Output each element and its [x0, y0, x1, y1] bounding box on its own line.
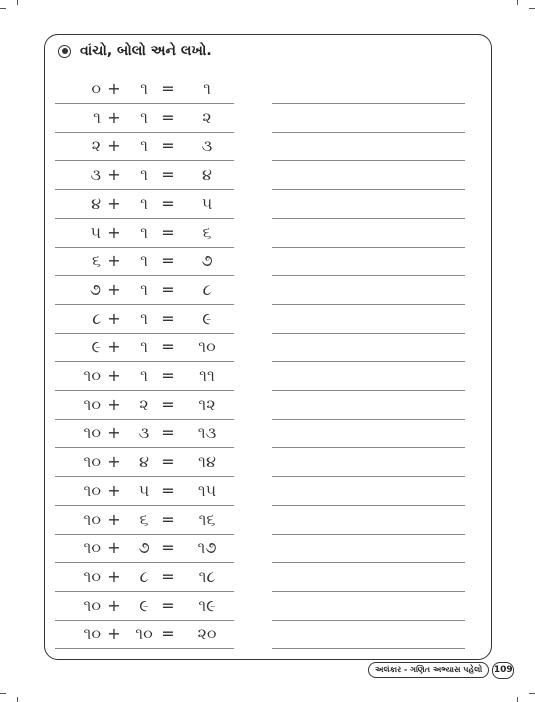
page-number: 109 — [493, 665, 513, 675]
addend-b: ૧ — [140, 79, 148, 98]
writing-line[interactable] — [272, 476, 465, 477]
plus-sign: + — [107, 79, 121, 98]
addend-a: ૧૦ — [83, 394, 101, 414]
writing-line[interactable] — [272, 333, 465, 334]
sum-result: ૧૫ — [197, 480, 217, 500]
plus-sign: + — [107, 107, 121, 127]
addend-b: ૧ — [140, 222, 148, 242]
addend-b: ૮ — [139, 566, 149, 586]
sum-result: ૨૦ — [197, 624, 217, 644]
equals-sign: = — [161, 423, 175, 443]
equation-underline — [55, 361, 234, 362]
equals-sign: = — [161, 452, 175, 472]
equals-sign: = — [161, 107, 175, 127]
equals-sign: = — [161, 538, 175, 558]
addend-a: ૫ — [90, 222, 101, 242]
plus-sign: + — [107, 251, 121, 271]
plus-sign: + — [107, 423, 121, 443]
crop-mark — [517, 0, 518, 5]
plus-sign: + — [107, 366, 121, 385]
equals-sign: = — [161, 595, 175, 615]
addend-b: ૨ — [139, 394, 149, 414]
sum-result: ૫ — [201, 193, 213, 213]
addend-b: ૧ — [140, 251, 148, 271]
writing-line[interactable] — [272, 160, 465, 161]
plus-sign: + — [107, 538, 121, 558]
addend-a: ૪ — [91, 193, 101, 213]
writing-line[interactable] — [272, 648, 465, 649]
equation-underline — [55, 333, 234, 334]
addend-b: ૧ — [140, 308, 148, 328]
writing-line[interactable] — [272, 390, 465, 391]
equation-underline — [55, 304, 234, 305]
plus-sign: + — [107, 566, 121, 586]
addend-b: ૧ — [140, 366, 148, 385]
addend-b: ૬ — [139, 509, 149, 529]
plus-sign: + — [107, 337, 121, 357]
addend-a: ૧૦ — [83, 566, 101, 586]
equals-sign: = — [161, 509, 175, 529]
equation-underline — [55, 648, 234, 649]
addend-a: ૭ — [89, 279, 101, 299]
addend-b: ૩ — [138, 423, 150, 443]
sum-result: ૧૨ — [198, 394, 216, 414]
crop-mark — [0, 8, 6, 9]
equals-sign: = — [161, 193, 175, 213]
page-footer — [368, 662, 514, 678]
addend-a: ૧૦ — [83, 538, 101, 558]
sum-result: ૧૧ — [199, 366, 215, 385]
writing-line[interactable] — [272, 562, 465, 563]
writing-line[interactable] — [272, 505, 465, 506]
crop-mark — [529, 693, 535, 694]
plus-sign: + — [107, 308, 121, 328]
addend-a: ૧ — [93, 107, 101, 127]
writing-line[interactable] — [272, 103, 465, 104]
sum-result: ૧૯ — [198, 595, 216, 615]
writing-line[interactable] — [272, 218, 465, 219]
plus-sign: + — [107, 480, 121, 500]
equals-sign: = — [161, 222, 175, 242]
equation-underline — [55, 591, 234, 592]
addend-a: ૧૦ — [83, 624, 101, 644]
sum-result: ૬ — [202, 222, 212, 242]
plus-sign: + — [107, 452, 121, 472]
equation-underline — [55, 476, 234, 477]
equals-sign: = — [161, 308, 175, 328]
sum-result: ૮ — [202, 279, 212, 299]
equals-sign: = — [161, 566, 175, 586]
equals-sign: = — [161, 279, 175, 299]
page-number-badge — [492, 662, 514, 679]
equation-underline — [55, 620, 234, 621]
equals-sign: = — [161, 394, 175, 414]
equals-sign: = — [161, 136, 175, 156]
equation-underline — [55, 447, 234, 448]
writing-line[interactable] — [272, 447, 465, 448]
addend-b: ૧ — [140, 337, 148, 357]
equals-sign: = — [161, 337, 175, 357]
equation-underline — [55, 189, 234, 190]
exercise-header — [58, 40, 212, 62]
radio-bullet-icon — [58, 45, 71, 58]
addend-a: ૧૦ — [83, 423, 101, 443]
addend-a: ૬ — [92, 251, 101, 271]
equation-underline — [55, 534, 234, 535]
crop-mark — [17, 697, 18, 702]
sum-result: ૧૭ — [197, 538, 217, 558]
equation-underline — [55, 103, 234, 104]
equation-underline — [55, 132, 234, 133]
sum-result: ૩ — [201, 136, 213, 156]
equation-underline — [55, 390, 234, 391]
addend-b: ૭ — [138, 538, 150, 558]
sum-result: ૧૩ — [197, 423, 217, 443]
plus-sign: + — [107, 595, 121, 615]
addend-b: ૧ — [140, 165, 148, 185]
writing-line[interactable] — [272, 591, 465, 592]
crop-mark — [0, 693, 6, 694]
addend-a: ૧૦ — [83, 452, 101, 472]
addend-b: ૧ — [140, 107, 148, 127]
equals-sign: = — [161, 251, 175, 271]
sum-result: ૯ — [202, 308, 212, 328]
sum-result: ૧૬ — [198, 509, 216, 529]
equation-underline — [55, 218, 234, 219]
writing-line[interactable] — [272, 189, 465, 190]
writing-line[interactable] — [272, 534, 465, 535]
writing-line[interactable] — [272, 304, 465, 305]
sum-result: ૧૦ — [198, 337, 216, 357]
addend-a: ૧૦ — [83, 509, 101, 529]
book-title: અલંકાર - ગણિત અભ્યાસ પહેલો — [375, 665, 483, 674]
sum-result: ૧ — [203, 79, 211, 98]
sum-result: ૧૮ — [198, 566, 216, 586]
equals-sign: = — [161, 79, 175, 98]
equation-underline — [55, 160, 234, 161]
equals-sign: = — [161, 165, 175, 185]
addend-a: ૩ — [90, 165, 101, 185]
writing-line[interactable] — [272, 419, 465, 420]
addend-b: ૯ — [139, 595, 149, 615]
plus-sign: + — [107, 394, 121, 414]
plus-sign: + — [107, 279, 121, 299]
writing-line[interactable] — [272, 275, 465, 276]
crop-mark — [529, 8, 535, 9]
equation-underline — [55, 505, 234, 506]
plus-sign: + — [107, 624, 121, 644]
addend-a: ૮ — [92, 308, 101, 328]
book-title-badge — [368, 662, 489, 678]
plus-sign: + — [107, 509, 121, 529]
addend-a: ૧૦ — [83, 595, 101, 615]
plus-sign: + — [107, 222, 121, 242]
equals-sign: = — [161, 624, 175, 644]
instruction-text: વાંચો, બોલો અને લખો. — [80, 43, 212, 59]
equation-underline — [55, 562, 234, 563]
equals-sign: = — [161, 480, 175, 500]
sum-result: ૭ — [201, 251, 213, 271]
addend-a: ૦ — [91, 79, 101, 98]
equals-sign: = — [161, 366, 175, 385]
sum-result: ૪ — [202, 165, 212, 185]
writing-line[interactable] — [272, 247, 465, 248]
addend-b: ૧૦ — [135, 624, 153, 644]
crop-mark — [517, 697, 518, 702]
addend-a: ૧૦ — [83, 480, 101, 500]
sum-result: ૨ — [202, 107, 212, 127]
bullet-dot — [62, 48, 68, 54]
plus-sign: + — [107, 193, 121, 213]
addend-b: ૧ — [140, 136, 148, 156]
crop-mark — [17, 0, 18, 5]
equation-underline — [55, 275, 234, 276]
addend-a: ૨ — [91, 136, 101, 156]
sum-result: ૧૪ — [198, 452, 216, 472]
equation-underline — [55, 247, 234, 248]
addend-b: ૫ — [138, 480, 150, 500]
equation-underline — [55, 419, 234, 420]
writing-line[interactable] — [272, 361, 465, 362]
addend-a: ૯ — [91, 337, 101, 357]
writing-line[interactable] — [272, 132, 465, 133]
writing-line[interactable] — [272, 620, 465, 621]
addend-b: ૧ — [140, 279, 148, 299]
addend-a: ૧૦ — [83, 366, 101, 385]
addend-b: ૪ — [139, 452, 149, 472]
plus-sign: + — [107, 136, 121, 156]
plus-sign: + — [107, 165, 121, 185]
addend-b: ૧ — [140, 193, 148, 213]
